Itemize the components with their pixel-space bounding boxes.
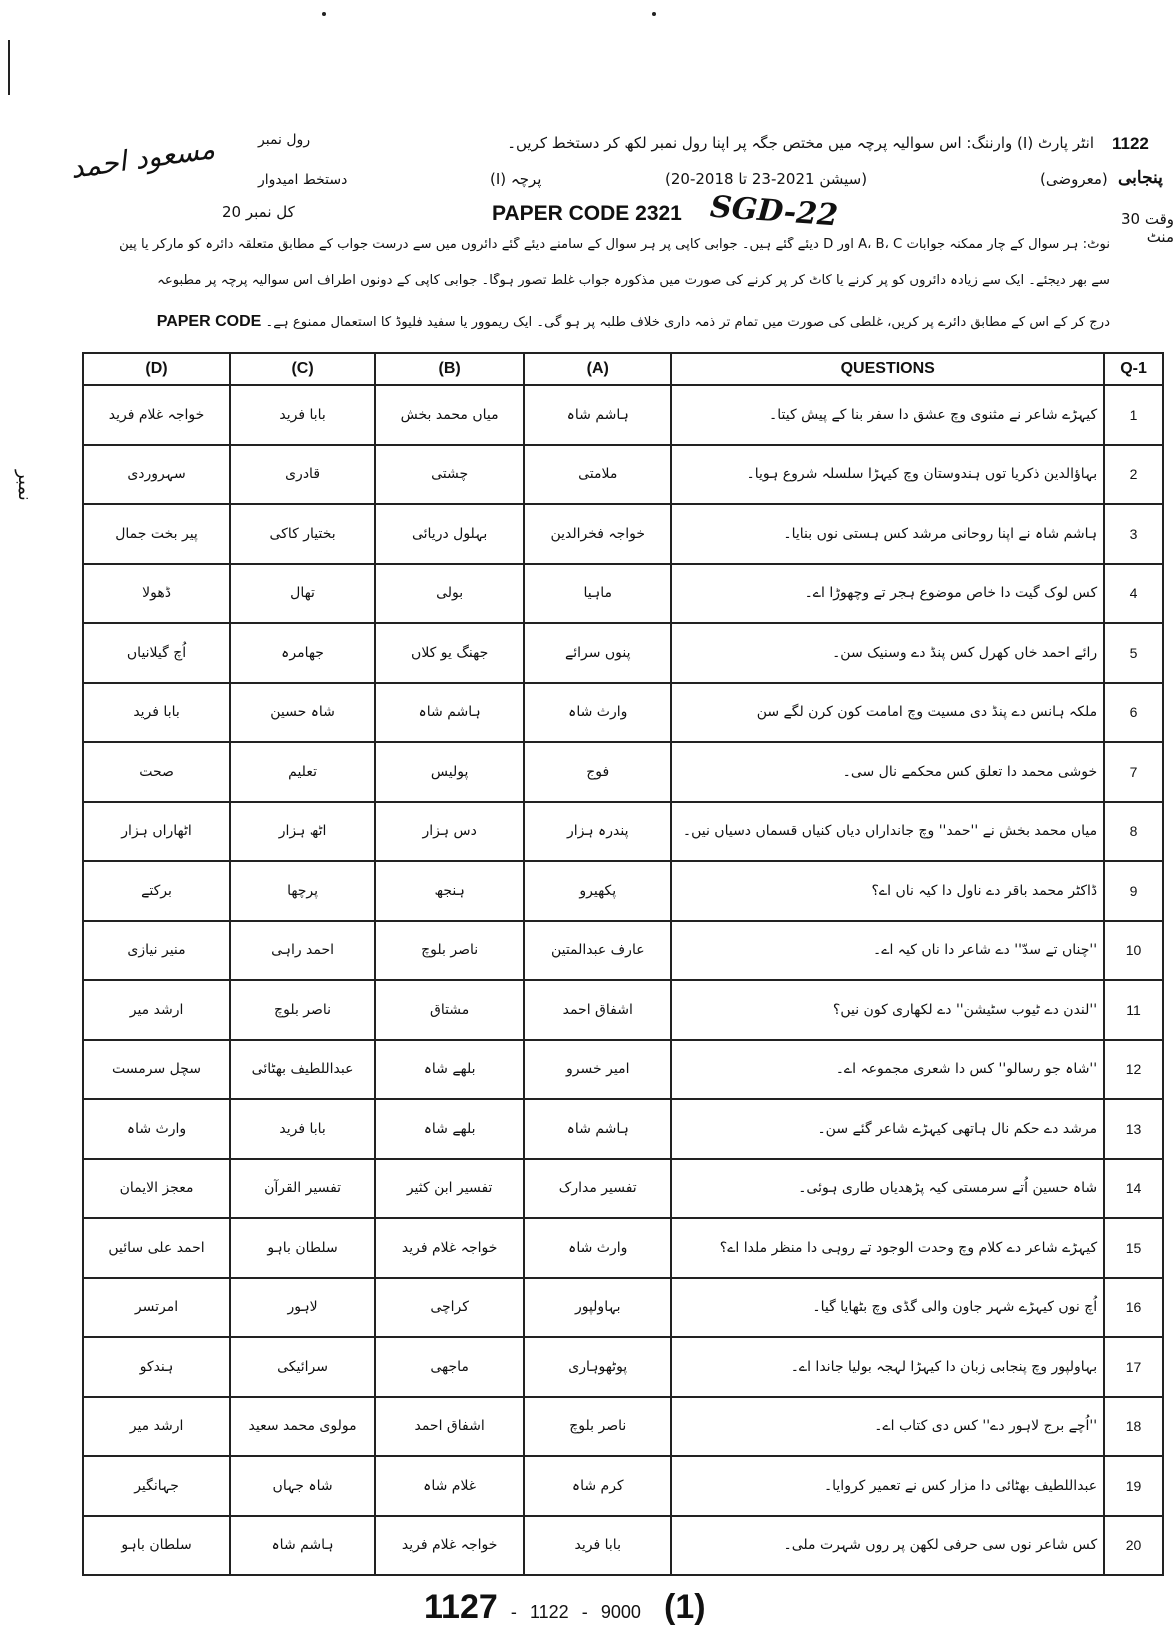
option-c: عبداللطیف بھٹائی xyxy=(230,1040,375,1100)
option-a: تفسیر مدارک xyxy=(524,1159,671,1219)
paper-number: پرچہ (I) xyxy=(490,170,542,188)
option-a: بابا فرید xyxy=(524,1516,671,1576)
question-text: شاہ حسین اُتے سرمستی کیہ پڑھدیاں طاری ہوئی۔ xyxy=(671,1159,1104,1219)
option-c: جھامرہ xyxy=(230,623,375,683)
scan-dot xyxy=(322,12,326,16)
question-number: 12 xyxy=(1104,1040,1163,1100)
option-b: ماجھی xyxy=(375,1337,524,1397)
header-a: (A) xyxy=(524,353,671,385)
option-b: ہاشم شاہ xyxy=(375,683,524,743)
option-d: ڈھولا xyxy=(83,564,230,624)
header-c: (C) xyxy=(230,353,375,385)
question-row xyxy=(83,921,1163,981)
option-b: ناصر بلوچ xyxy=(375,921,524,981)
note-line-1: نوٹ: ہر سوال کے چار ممکنہ جوابات A، B، C اور D دیئے گئے ہیں۔ جوابی کاپی پر ہر سوال کے سامنے دیئے گئے دائروں میں سے درست جواب کے مطابق متعلقہ دائرہ کو مارکر یا پین xyxy=(119,237,1110,252)
question-number: 15 xyxy=(1104,1218,1163,1278)
option-b: چشتی xyxy=(375,445,524,505)
option-d: ارشد میر xyxy=(83,1397,230,1457)
option-c: قادری xyxy=(230,445,375,505)
option-b: پولیس xyxy=(375,742,524,802)
question-text: مرشد دے حکم نال ہاتھی کیہڑے شاعر گئے سن۔ xyxy=(671,1099,1104,1159)
question-text: ڈاکٹر محمد باقر دے ناول دا کیہ ناں اے؟ xyxy=(671,861,1104,921)
option-b: کراچی xyxy=(375,1278,524,1338)
candidate-signature-label: دستخط امیدوار xyxy=(258,172,348,188)
question-row xyxy=(83,802,1163,862)
question-row xyxy=(83,504,1163,564)
question-number: 3 xyxy=(1104,504,1163,564)
option-c: بختیار کاکی xyxy=(230,504,375,564)
question-text: ''اُچے برج لاہور دے'' کس دی کتاب اے۔ xyxy=(671,1397,1104,1457)
question-number: 10 xyxy=(1104,921,1163,981)
question-row xyxy=(83,861,1163,921)
question-text: کیہڑے شاعر دے کلام وچ وحدت الوجود تے روہی دا منظر ملدا اے؟ xyxy=(671,1218,1104,1278)
warning: وارننگ: اس سوالیہ پرچہ میں مختص جگہ پر اپنا رول نمبر لکھ کر دستخط کریں۔ xyxy=(507,134,1013,152)
paper-id: 1122 xyxy=(1112,134,1149,153)
question-number: 9 xyxy=(1104,861,1163,921)
question-text: میاں محمد بخش نے ''حمد'' وچ جانداراں دیاں کنیاں قسماں دسیاں نیں۔ xyxy=(671,802,1104,862)
footer-sep-1: - xyxy=(510,1602,517,1622)
note-paper-code: PAPER CODE xyxy=(156,313,262,330)
candidate-signature: مسعود احمد xyxy=(68,132,217,185)
option-d: امرتسر xyxy=(83,1278,230,1338)
question-row xyxy=(83,1159,1163,1219)
margin-note: نمبر xyxy=(14,470,35,501)
question-text: ''لندن دے ٹیوب سٹیشن'' دے لکھاری کون نیں؟ xyxy=(671,980,1104,1040)
option-a: وارث شاہ xyxy=(524,1218,671,1278)
option-d: پیر بخت جمال xyxy=(83,504,230,564)
question-text: کس لوک گیت دا خاص موضوع ہجر تے وچھوڑا اے۔ xyxy=(671,564,1104,624)
option-a: بہاولپور xyxy=(524,1278,671,1338)
option-b: میاں محمد بخش xyxy=(375,385,524,445)
question-text: عبداللطیف بھٹائی دا مزار کس نے تعمیر کروایا۔ xyxy=(671,1456,1104,1516)
option-d: منیر نیازی xyxy=(83,921,230,981)
question-row xyxy=(83,1397,1163,1457)
question-number: 5 xyxy=(1104,623,1163,683)
option-b: بلھے شاہ xyxy=(375,1099,524,1159)
subject: پنجابی xyxy=(1118,168,1163,187)
question-row xyxy=(83,1040,1163,1100)
question-number: 19 xyxy=(1104,1456,1163,1516)
option-a: پندرہ ہزار xyxy=(524,802,671,862)
question-number: 8 xyxy=(1104,802,1163,862)
option-b: تفسیر ابن کثیر xyxy=(375,1159,524,1219)
option-c: مولوی محمد سعید xyxy=(230,1397,375,1457)
option-a: ہاشم شاہ xyxy=(524,1099,671,1159)
option-d: ہندکو xyxy=(83,1337,230,1397)
question-row xyxy=(83,1278,1163,1338)
question-number: 14 xyxy=(1104,1159,1163,1219)
option-d: جہانگیر xyxy=(83,1456,230,1516)
option-b: بلھے شاہ xyxy=(375,1040,524,1100)
option-a: فوج xyxy=(524,742,671,802)
session: (سیشن 2021-23 تا 2018-20) xyxy=(665,170,868,188)
scan-dot xyxy=(652,12,656,16)
question-row xyxy=(83,445,1163,505)
question-row xyxy=(83,1516,1163,1576)
option-a: ملامتی xyxy=(524,445,671,505)
question-row xyxy=(83,385,1163,445)
option-c: ناصر بلوچ xyxy=(230,980,375,1040)
roll-number-label: رول نمبر xyxy=(258,132,311,148)
option-a: ماہیا xyxy=(524,564,671,624)
question-number: 13 xyxy=(1104,1099,1163,1159)
question-text: اُچ نوں کیہڑے شہر جاون والی گڈی وچ بٹھایا گیا۔ xyxy=(671,1278,1104,1338)
option-a: خواجہ فخرالدین xyxy=(524,504,671,564)
option-a: کرم شاہ xyxy=(524,1456,671,1516)
note-line-3-text: درج کر کے اس کے مطابق دائرے پر کریں، غلطی کی صورت میں تمام تر ذمہ داری خلاف طلبہ پر ہو گی۔ ایک ریموور یا سفید فلیوڈ کا استعمال ممنوع ہے۔ xyxy=(265,315,1110,330)
option-d: وارث شاہ xyxy=(83,1099,230,1159)
option-b: دس ہزار xyxy=(375,802,524,862)
question-text: کیہڑے شاعر نے مثنوی وچ عشق دا سفر بنا کے پیش کیتا۔ xyxy=(671,385,1104,445)
option-d: بابا فرید xyxy=(83,683,230,743)
option-d: اُچ گیلانیاں xyxy=(83,623,230,683)
option-b: بہلول دریائی xyxy=(375,504,524,564)
header-questions: QUESTIONS xyxy=(671,353,1104,385)
option-c: بابا فرید xyxy=(230,1099,375,1159)
option-d: خواجہ غلام فرید xyxy=(83,385,230,445)
question-text: ''شاہ جو رسالو'' کس دا شعری مجموعہ اے۔ xyxy=(671,1040,1104,1100)
option-b: اشفاق احمد xyxy=(375,1397,524,1457)
header-b: (B) xyxy=(375,353,524,385)
footer-sep-2: - xyxy=(581,1602,588,1622)
question-row xyxy=(83,1456,1163,1516)
option-c: تفسیر القرآن xyxy=(230,1159,375,1219)
header-d: (D) xyxy=(83,353,230,385)
note-line-2: سے بھر دیجئے۔ ایک سے زیادہ دائروں کو پر کرنے یا کاٹ کر پر کرنے کی صورت میں مذکورہ جواب غلط تصور ہوگا۔ جوابی کاپی کے دونوں اطراف اس سوالیہ پرچہ پر مطبوعہ xyxy=(157,273,1110,288)
option-b: خواجہ غلام فرید xyxy=(375,1218,524,1278)
option-c: شاہ جہاں xyxy=(230,1456,375,1516)
paper-code: PAPER CODE 2321 xyxy=(492,202,682,225)
question-row xyxy=(83,980,1163,1040)
question-number: 1 xyxy=(1104,385,1163,445)
question-text: رائے احمد خاں کھرل کس پنڈ دے وسنیک سن۔ xyxy=(671,623,1104,683)
table-header-row xyxy=(83,353,1163,385)
question-row xyxy=(83,564,1163,624)
time: وقت 30 منٹ xyxy=(1120,210,1174,246)
question-number: 17 xyxy=(1104,1337,1163,1397)
option-d: سچل سرمست xyxy=(83,1040,230,1100)
question-number: 6 xyxy=(1104,683,1163,743)
question-row xyxy=(83,1337,1163,1397)
option-b: ہنجھ xyxy=(375,861,524,921)
option-c: لاہور xyxy=(230,1278,375,1338)
question-number: 7 xyxy=(1104,742,1163,802)
question-number: 20 xyxy=(1104,1516,1163,1576)
questions-table xyxy=(82,352,1164,1576)
footer-count: 9000 xyxy=(600,1602,641,1622)
question-text: بہاؤالدین ذکریا توں ہندوستان وچ کیہڑا سلسلہ شروع ہویا۔ xyxy=(671,445,1104,505)
option-a: پوٹھوہاری xyxy=(524,1337,671,1397)
question-row xyxy=(83,683,1163,743)
margin-line xyxy=(8,40,10,95)
total-marks: کل نمبر 20 xyxy=(222,203,295,221)
option-c: بابا فرید xyxy=(230,385,375,445)
question-number: 18 xyxy=(1104,1397,1163,1457)
footer-page: (1) xyxy=(664,1588,706,1626)
option-d: سلطان باہو xyxy=(83,1516,230,1576)
question-row xyxy=(83,623,1163,683)
question-row xyxy=(83,1099,1163,1159)
option-d: ارشد میر xyxy=(83,980,230,1040)
footer-mid-number: 1122 xyxy=(529,1602,569,1622)
objective: (معروضی) xyxy=(1040,170,1108,188)
option-c: اٹھ ہزار xyxy=(230,802,375,862)
question-row xyxy=(83,1218,1163,1278)
question-number: 4 xyxy=(1104,564,1163,624)
header-q: Q-1 xyxy=(1104,353,1163,385)
option-c: تھال xyxy=(230,564,375,624)
option-d: معجز الایمان xyxy=(83,1159,230,1219)
handwritten-code: SGD-22 xyxy=(708,189,840,234)
option-a: اشفاق احمد xyxy=(524,980,671,1040)
option-d: سہروردی xyxy=(83,445,230,505)
option-a: امیر خسرو xyxy=(524,1040,671,1100)
option-c: شاہ حسین xyxy=(230,683,375,743)
question-number: 2 xyxy=(1104,445,1163,505)
option-a: ہاشم شاہ xyxy=(524,385,671,445)
option-c: ہاشم شاہ xyxy=(230,1516,375,1576)
option-b: بولی xyxy=(375,564,524,624)
option-d: اٹھاراں ہزار xyxy=(83,802,230,862)
question-text: خوشی محمد دا تعلق کس محکمے نال سی۔ xyxy=(671,742,1104,802)
option-b: مشتاق xyxy=(375,980,524,1040)
question-text: بہاولپور وچ پنجابی زبان دا کیہڑا لہجہ بولیا جاندا اے۔ xyxy=(671,1337,1104,1397)
question-text: ہاشم شاہ نے اپنا روحانی مرشد کس ہستی نوں بنایا۔ xyxy=(671,504,1104,564)
option-a: ناصر بلوچ xyxy=(524,1397,671,1457)
option-b: غلام شاہ xyxy=(375,1456,524,1516)
option-a: عارف عبدالمتین xyxy=(524,921,671,981)
option-d: احمد علی سائیں xyxy=(83,1218,230,1278)
footer xyxy=(424,1588,706,1627)
option-c: سرائیکی xyxy=(230,1337,375,1397)
option-a: پکھیرو xyxy=(524,861,671,921)
warning-text xyxy=(444,134,1094,152)
option-d: صحت xyxy=(83,742,230,802)
footer-big-number: 1127 xyxy=(424,1588,498,1626)
option-a: پنوں سرائے xyxy=(524,623,671,683)
question-text: ''چناں تے سدّ'' دے شاعر دا ناں کیہ اے۔ xyxy=(671,921,1104,981)
question-number: 16 xyxy=(1104,1278,1163,1338)
option-c: احمد راہی xyxy=(230,921,375,981)
option-b: خواجہ غلام فرید xyxy=(375,1516,524,1576)
question-text: ملکہ ہانس دے پنڈ دی مسیت وچ امامت کون کرن لگے سن xyxy=(671,683,1104,743)
note-line-3 xyxy=(70,313,1110,331)
option-c: پرچھا xyxy=(230,861,375,921)
option-c: تعلیم xyxy=(230,742,375,802)
question-number: 11 xyxy=(1104,980,1163,1040)
question-row xyxy=(83,742,1163,802)
option-d: برکتے xyxy=(83,861,230,921)
question-text: کس شاعر نوں سی حرفی لکھن پر روں شہرت ملی۔ xyxy=(671,1516,1104,1576)
part-title: انٹر پارٹ (I) xyxy=(1017,134,1094,152)
option-b: جھنگ یو کلاں xyxy=(375,623,524,683)
option-c: سلطان باہو xyxy=(230,1218,375,1278)
option-a: وارث شاہ xyxy=(524,683,671,743)
